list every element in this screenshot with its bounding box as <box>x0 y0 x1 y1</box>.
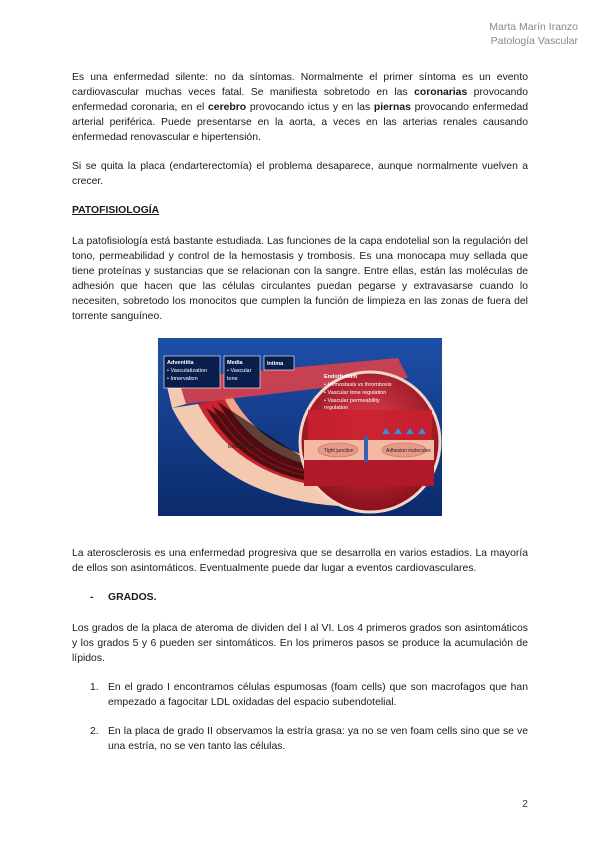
dash-bullet: - <box>90 592 94 603</box>
text-run: provocando enfermedad arterial periférica. Puede presentarse en la aorta, a veces en las arterias renales causando enfermedad renovascular e hipertensión. <box>72 102 529 143</box>
list-item <box>90 724 528 754</box>
subsection-grados <box>90 590 528 605</box>
media-title: Media <box>227 360 243 366</box>
list-item <box>90 680 528 710</box>
paragraph-endarterectomy: Si se quita la placa (endarterectomía) el problema desaparece, aunque normalmente vuelven a crecer. <box>72 161 528 187</box>
text-run: provocando ictus y en las <box>246 102 374 113</box>
bold-piernas: piernas <box>373 102 411 113</box>
subsection-title-grados: GRADOS. <box>108 592 157 603</box>
zoom-lumen <box>308 410 432 440</box>
media-item-1: • Vascular <box>227 368 252 374</box>
page-header <box>489 20 578 48</box>
media-item-2: tone <box>227 376 238 382</box>
document-body <box>72 70 528 768</box>
grades-list <box>72 680 528 754</box>
header-author: Marta Marín Iranzo <box>489 21 578 33</box>
figure-container <box>72 338 528 516</box>
paragraph-pathophysiology: La patofisiología está bastante estudiada. Las funciones de la capa endotelial son la regulación del tono, permeabilidad y control de la hemostasis y trombosis. Es una monocapa muy sellada que tiene proteínas y sustancias que se relacionan con la sangre. Entre ellas, están las moléculas de adhesión que hacen que las células circulantes puedan pegarse y extravasarse cuando lo necesiten, sobretodo los monocitos que cumplen la función de limpieza en las zonas de fuera del torrente sanguíneo. <box>72 236 528 322</box>
adventitia-title: Adventitia <box>167 360 194 366</box>
paragraph-intro <box>72 70 528 145</box>
adventitia-item-2: • Innervation <box>167 376 198 382</box>
tight-junction-label: Tight junction <box>324 448 354 454</box>
endothelium-item-3: • Vascular permeability <box>324 398 380 404</box>
endothelium-item-4: regulation <box>324 405 349 411</box>
paragraph-grades-intro: Los grados de la placa de ateroma de dividen del I al VI. Los 4 primeros grados son asintomáticos y los grados 5 y 6 pueden ser sintomáticos. En los primeros pasos se produce la acumulación de lípidos. <box>72 623 528 664</box>
endothelium-label: Endothelium <box>228 444 259 450</box>
text-run: provocando enfermedad coronaria, en el <box>72 87 528 113</box>
page-number: 2 <box>522 798 528 810</box>
paragraph-progressive-disease: La aterosclerosis es una enfermedad progresiva que se desarrolla en varios estadios. La mayoría de ellos son asintomáticos. Eventualmente puede dar lugar a eventos cardiovasculares. <box>72 548 528 574</box>
bold-coronarias: coronarias <box>414 87 468 98</box>
endothelium-title: Endothelium <box>324 374 358 380</box>
artery-wall-figure <box>158 338 442 516</box>
list-number: 1. <box>90 682 99 693</box>
adventitia-item-1: • Vasculatization <box>167 368 208 374</box>
endothelium-item-1: • Hemostasis vs thrombosis <box>324 382 392 388</box>
list-number: 2. <box>90 726 99 737</box>
list-text: En la placa de grado II observamos la estría grasa: ya no se ven foam cells sino que se ve una estría, no se ven tanto las células. <box>108 726 528 752</box>
intima-title: Intima <box>267 361 284 367</box>
endothelium-item-2: • Vascular tone regulation <box>324 390 387 396</box>
zoom-subendothelium <box>304 460 434 486</box>
header-subject: Patología Vascular <box>490 35 578 47</box>
text-run: Es una enfermedad silente: no da síntomas. Normalmente el primer síntoma es un evento cardiovascular muchas veces fatal. Se manifiesta sobretodo en las <box>72 72 528 98</box>
section-title-patofisiologia: PATOFISIOLOGÍA <box>72 205 160 216</box>
adhesion-molecules-label: Adhesion molecules <box>386 448 431 454</box>
tight-junction-marker <box>364 436 368 462</box>
bold-cerebro: cerebro <box>208 102 247 113</box>
list-text: En el grado I encontramos células espumosas (foam cells) que son macrofagos que han empezado a fagocitar LDL oxidadas del espacio subendotelial. <box>108 682 528 708</box>
